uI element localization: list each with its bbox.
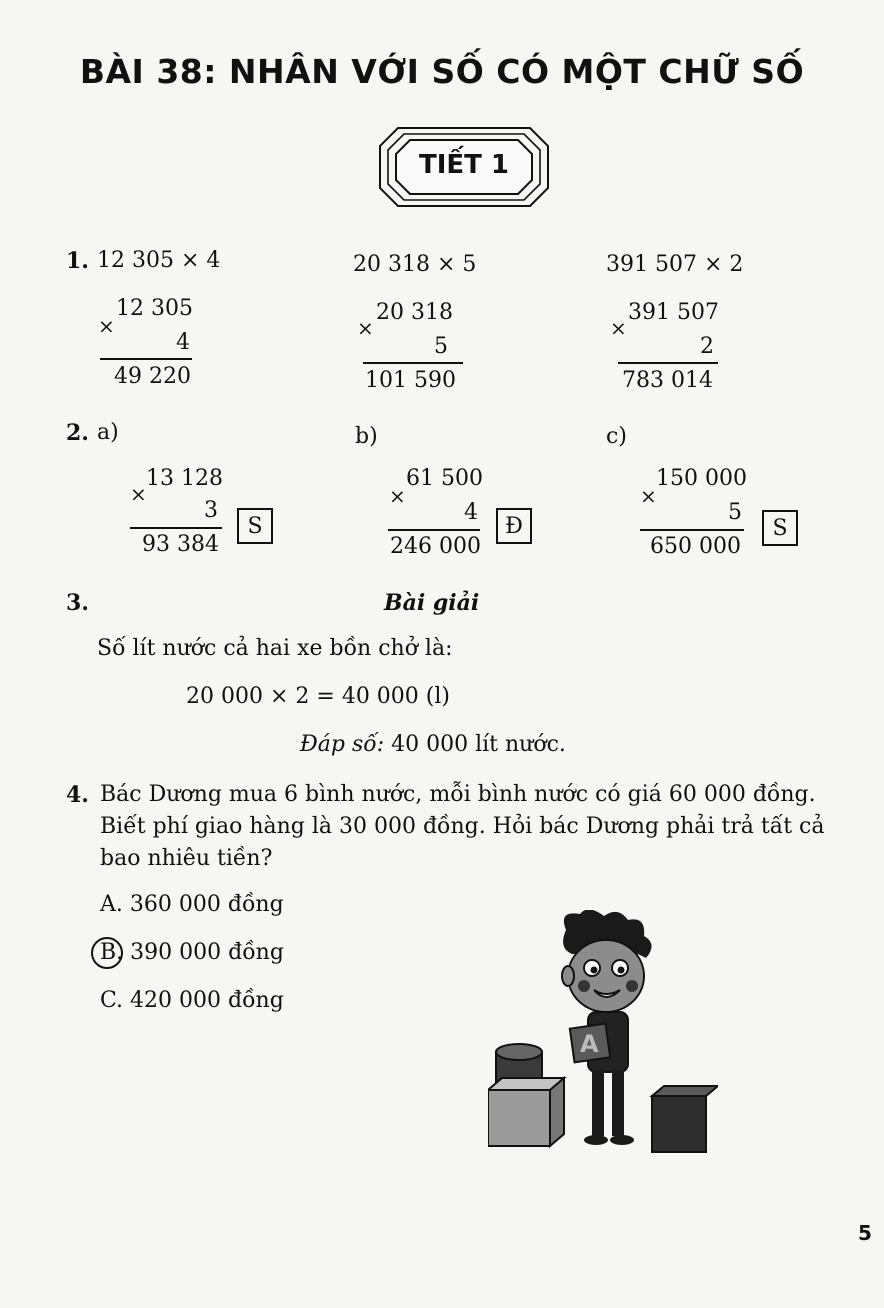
ex1-col2-multiplier: 5	[434, 334, 448, 359]
ex2-b-label: b)	[355, 424, 378, 449]
page-number: 5	[858, 1221, 872, 1245]
question-line-3: bao nhiêu tiền?	[100, 846, 273, 871]
ex1-col3-result: 783 014	[622, 368, 713, 393]
times-sign: ×	[98, 314, 115, 338]
ex2-c-result: 650 000	[650, 534, 741, 559]
exercise-3-number: 3.	[66, 590, 89, 616]
ex1-col3-multiplicand: 391 507	[628, 300, 719, 325]
ex2-b-multiplicand: 61 500	[406, 466, 483, 491]
option-a-text: 360 000 đồng	[129, 892, 284, 917]
ex1-expr-1: 12 305 × 4	[97, 248, 221, 273]
ex2-b-multiplier: 4	[464, 500, 478, 525]
section-label: TIẾT 1	[418, 150, 510, 180]
ex2-c-mark-box[interactable]	[762, 510, 798, 546]
ex1-col2-multiplicand: 20 318	[376, 300, 453, 325]
option-a-key: A.	[100, 892, 123, 917]
ex1-col2-rule	[363, 362, 463, 364]
ex2-a-label: a)	[97, 420, 119, 445]
option-c-key: C.	[100, 988, 124, 1013]
final-answer	[300, 732, 566, 757]
option-b-key: B.	[100, 940, 124, 965]
ex1-col3-multiplier: 2	[700, 334, 714, 359]
exercise-4-number: 4.	[66, 782, 89, 808]
ex2-a-mark: S	[247, 513, 263, 539]
ex1-col1-result: 49 220	[114, 364, 191, 389]
lesson-title: BÀI 38: NHÂN VỚI SỐ CÓ MỘT CHỮ SỐ	[79, 52, 805, 91]
question-line-1: Bác Dương mua 6 bình nước, mỗi bình nước có giá 60 000 đồng.	[100, 782, 816, 807]
ex2-c-mark: S	[772, 515, 788, 541]
solution-line: Số lít nước cả hai xe bồn chở là:	[97, 636, 453, 661]
ex2-c-rule	[640, 529, 744, 531]
ex2-c-multiplicand: 150 000	[656, 466, 747, 491]
ex1-col1-multiplier: 4	[176, 330, 190, 355]
option-a[interactable]	[100, 892, 284, 917]
exercise-2-number: 2.	[66, 420, 89, 446]
times-sign: ×	[640, 484, 657, 508]
ex1-expr-2: 20 318 × 5	[353, 252, 477, 277]
cube-block-right	[652, 1086, 718, 1152]
ex1-col2-result: 101 590	[365, 368, 456, 393]
solution-heading: Bài giải	[384, 590, 480, 616]
times-sign: ×	[357, 316, 374, 340]
option-c[interactable]	[100, 988, 284, 1013]
ex2-b-mark: Đ	[505, 513, 523, 539]
question-line-2: Biết phí giao hàng là 30 000 đồng. Hỏi bác Dương phải trả tất cả	[100, 814, 825, 839]
times-sign: ×	[389, 484, 406, 508]
ex2-a-rule	[130, 527, 222, 529]
times-sign: ×	[130, 482, 147, 506]
cube-block-left	[488, 1078, 564, 1146]
ex2-c-multiplier: 5	[728, 500, 742, 525]
option-b-text: 390 000 đồng	[130, 940, 284, 965]
boy-figure	[562, 910, 652, 1145]
option-b[interactable]	[100, 940, 284, 965]
ex2-c-label: c)	[606, 424, 627, 449]
times-sign: ×	[610, 316, 627, 340]
ex1-expr-3: 391 507 × 2	[606, 252, 744, 277]
answer-value: 40 000 lít nước.	[384, 732, 566, 757]
answer-label: Đáp số:	[300, 732, 385, 757]
ex2-a-multiplier: 3	[204, 498, 218, 523]
ex2-a-result: 93 384	[142, 532, 219, 557]
solution-calculation: 20 000 × 2 = 40 000 (l)	[186, 684, 450, 709]
ex1-col1-multiplicand: 12 305	[116, 296, 193, 321]
ex1-col3-rule	[618, 362, 718, 364]
option-c-text: 420 000 đồng	[130, 988, 284, 1013]
block-letter: A	[580, 1030, 599, 1058]
boy-with-blocks-illustration	[488, 910, 718, 1170]
ex1-col1-rule	[100, 358, 192, 360]
exercise-1-number: 1.	[66, 248, 89, 274]
ex2-a-multiplicand: 13 128	[146, 466, 223, 491]
ex2-b-rule	[388, 529, 480, 531]
ex2-a-mark-box[interactable]	[237, 508, 273, 544]
ex2-b-mark-box[interactable]	[496, 508, 532, 544]
ex2-b-result: 246 000	[390, 534, 481, 559]
